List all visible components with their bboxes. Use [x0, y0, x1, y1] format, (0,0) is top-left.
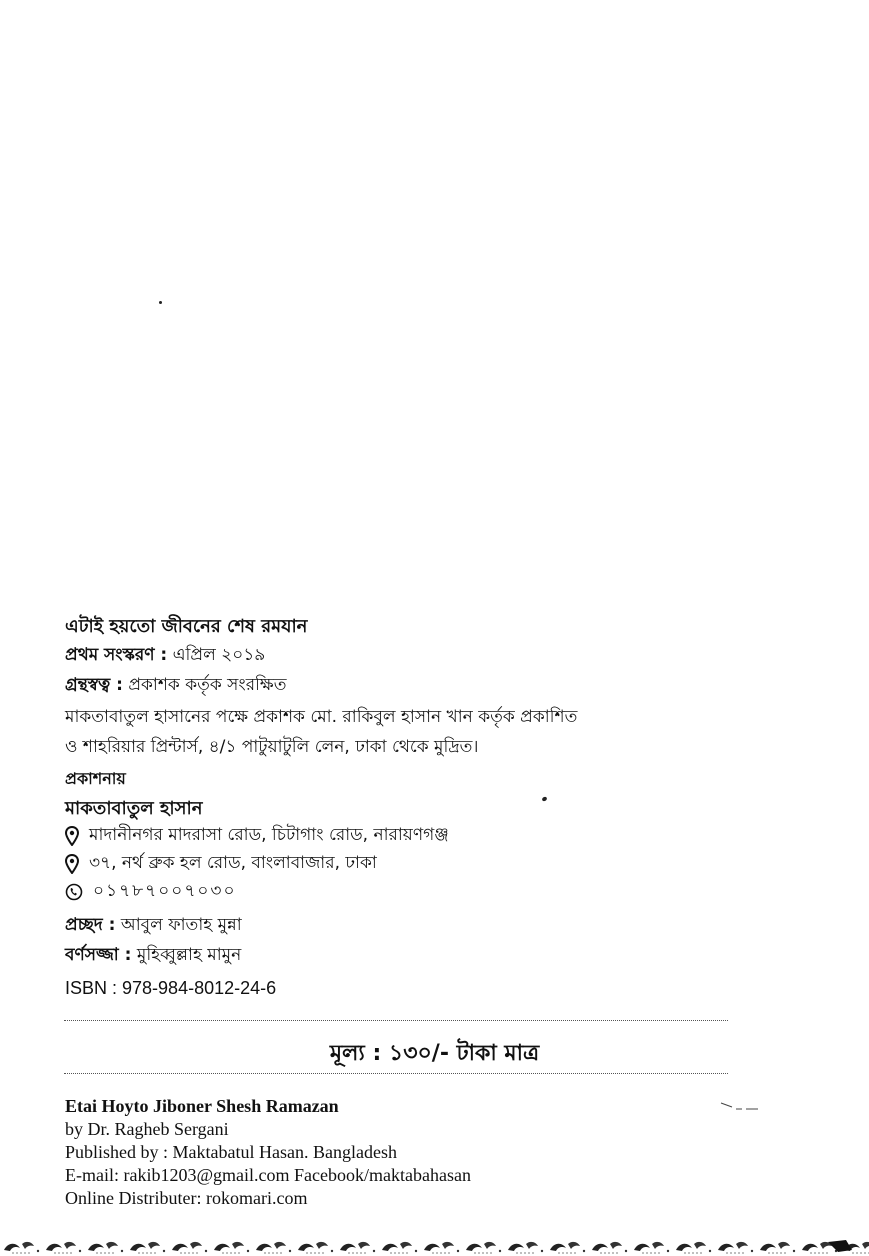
address-line-2 [65, 850, 377, 878]
address-2-text: ৩৭, নর্থ ব্রুক হল রোড, বাংলাবাজার, ঢাকা [89, 853, 377, 873]
english-distributor: Online Distributer: rokomari.com [65, 1188, 308, 1208]
cover-label: প্রচ্ছদ : [65, 915, 116, 935]
edition-label: প্রথম সংস্করণ : [65, 645, 168, 665]
imprint-line-2: ও শাহরিয়ার প্রিন্টার্স, ৪/১ পাটুয়াটুলি লেন, ঢাকা থেকে মুদ্রিত। [65, 737, 479, 757]
publisher-label: প্রকাশনায় [65, 769, 126, 788]
imprint-line-1: মাকতাবাতুল হাসানের পক্ষে প্রকাশক মো. রাকিবুল হাসান খান কর্তৃক প্রকাশিত [65, 707, 578, 727]
divider-top [64, 1020, 728, 1021]
copyright-label: গ্রন্থস্বত্ব : [65, 675, 123, 695]
print-speck [541, 796, 547, 802]
phone-number: ০১৭৮৭০০৭০৩০ [93, 881, 237, 901]
stray-mark [720, 1100, 760, 1112]
design-credit [65, 942, 241, 970]
address-1-text: মাদানীনগর মাদরাসা রোড, চিটাগাং রোড, নারায়ণগঞ্জ [89, 825, 449, 845]
english-title: Etai Hoyto Jiboner Shesh Ramazan [65, 1096, 339, 1116]
price: মূল্য : ১৩০/- টাকা মাত্র [329, 1041, 540, 1066]
english-author: by Dr. Ragheb Sergani [65, 1119, 229, 1139]
phone-icon [65, 883, 83, 901]
edition-value: এপ্রিল ২০১৯ [172, 645, 266, 665]
publisher-name: মাকতাবাতুল হাসান [65, 798, 203, 819]
map-pin-icon [65, 854, 79, 874]
phone-line [65, 878, 237, 906]
cover-value: আবুল ফাতাহ মুন্না [120, 915, 242, 935]
design-label: বর্ণসজ্জা : [65, 945, 132, 965]
english-contact: E-mail: rakib1203@gmail.com Facebook/maktabahasan [65, 1165, 471, 1185]
design-value: মুহিব্বুল্লাহ মামুন [136, 945, 242, 965]
book-title: এটাই হয়তো জীবনের শেষ রমযান [65, 616, 308, 637]
copyright-line [65, 672, 286, 700]
decorative-border [0, 1236, 869, 1256]
cover-credit [65, 912, 242, 940]
map-pin-icon [65, 826, 79, 846]
isbn: ISBN : 978-984-8012-24-6 [65, 978, 277, 998]
english-publisher: Published by : Maktabatul Hasan. Bangladesh [65, 1142, 397, 1162]
edition-line [65, 642, 265, 670]
print-speck [159, 301, 162, 304]
address-line-1 [65, 822, 449, 850]
divider-bottom [64, 1073, 728, 1074]
copyright-value: প্রকাশক কর্তৃক সংরক্ষিত [128, 675, 287, 695]
